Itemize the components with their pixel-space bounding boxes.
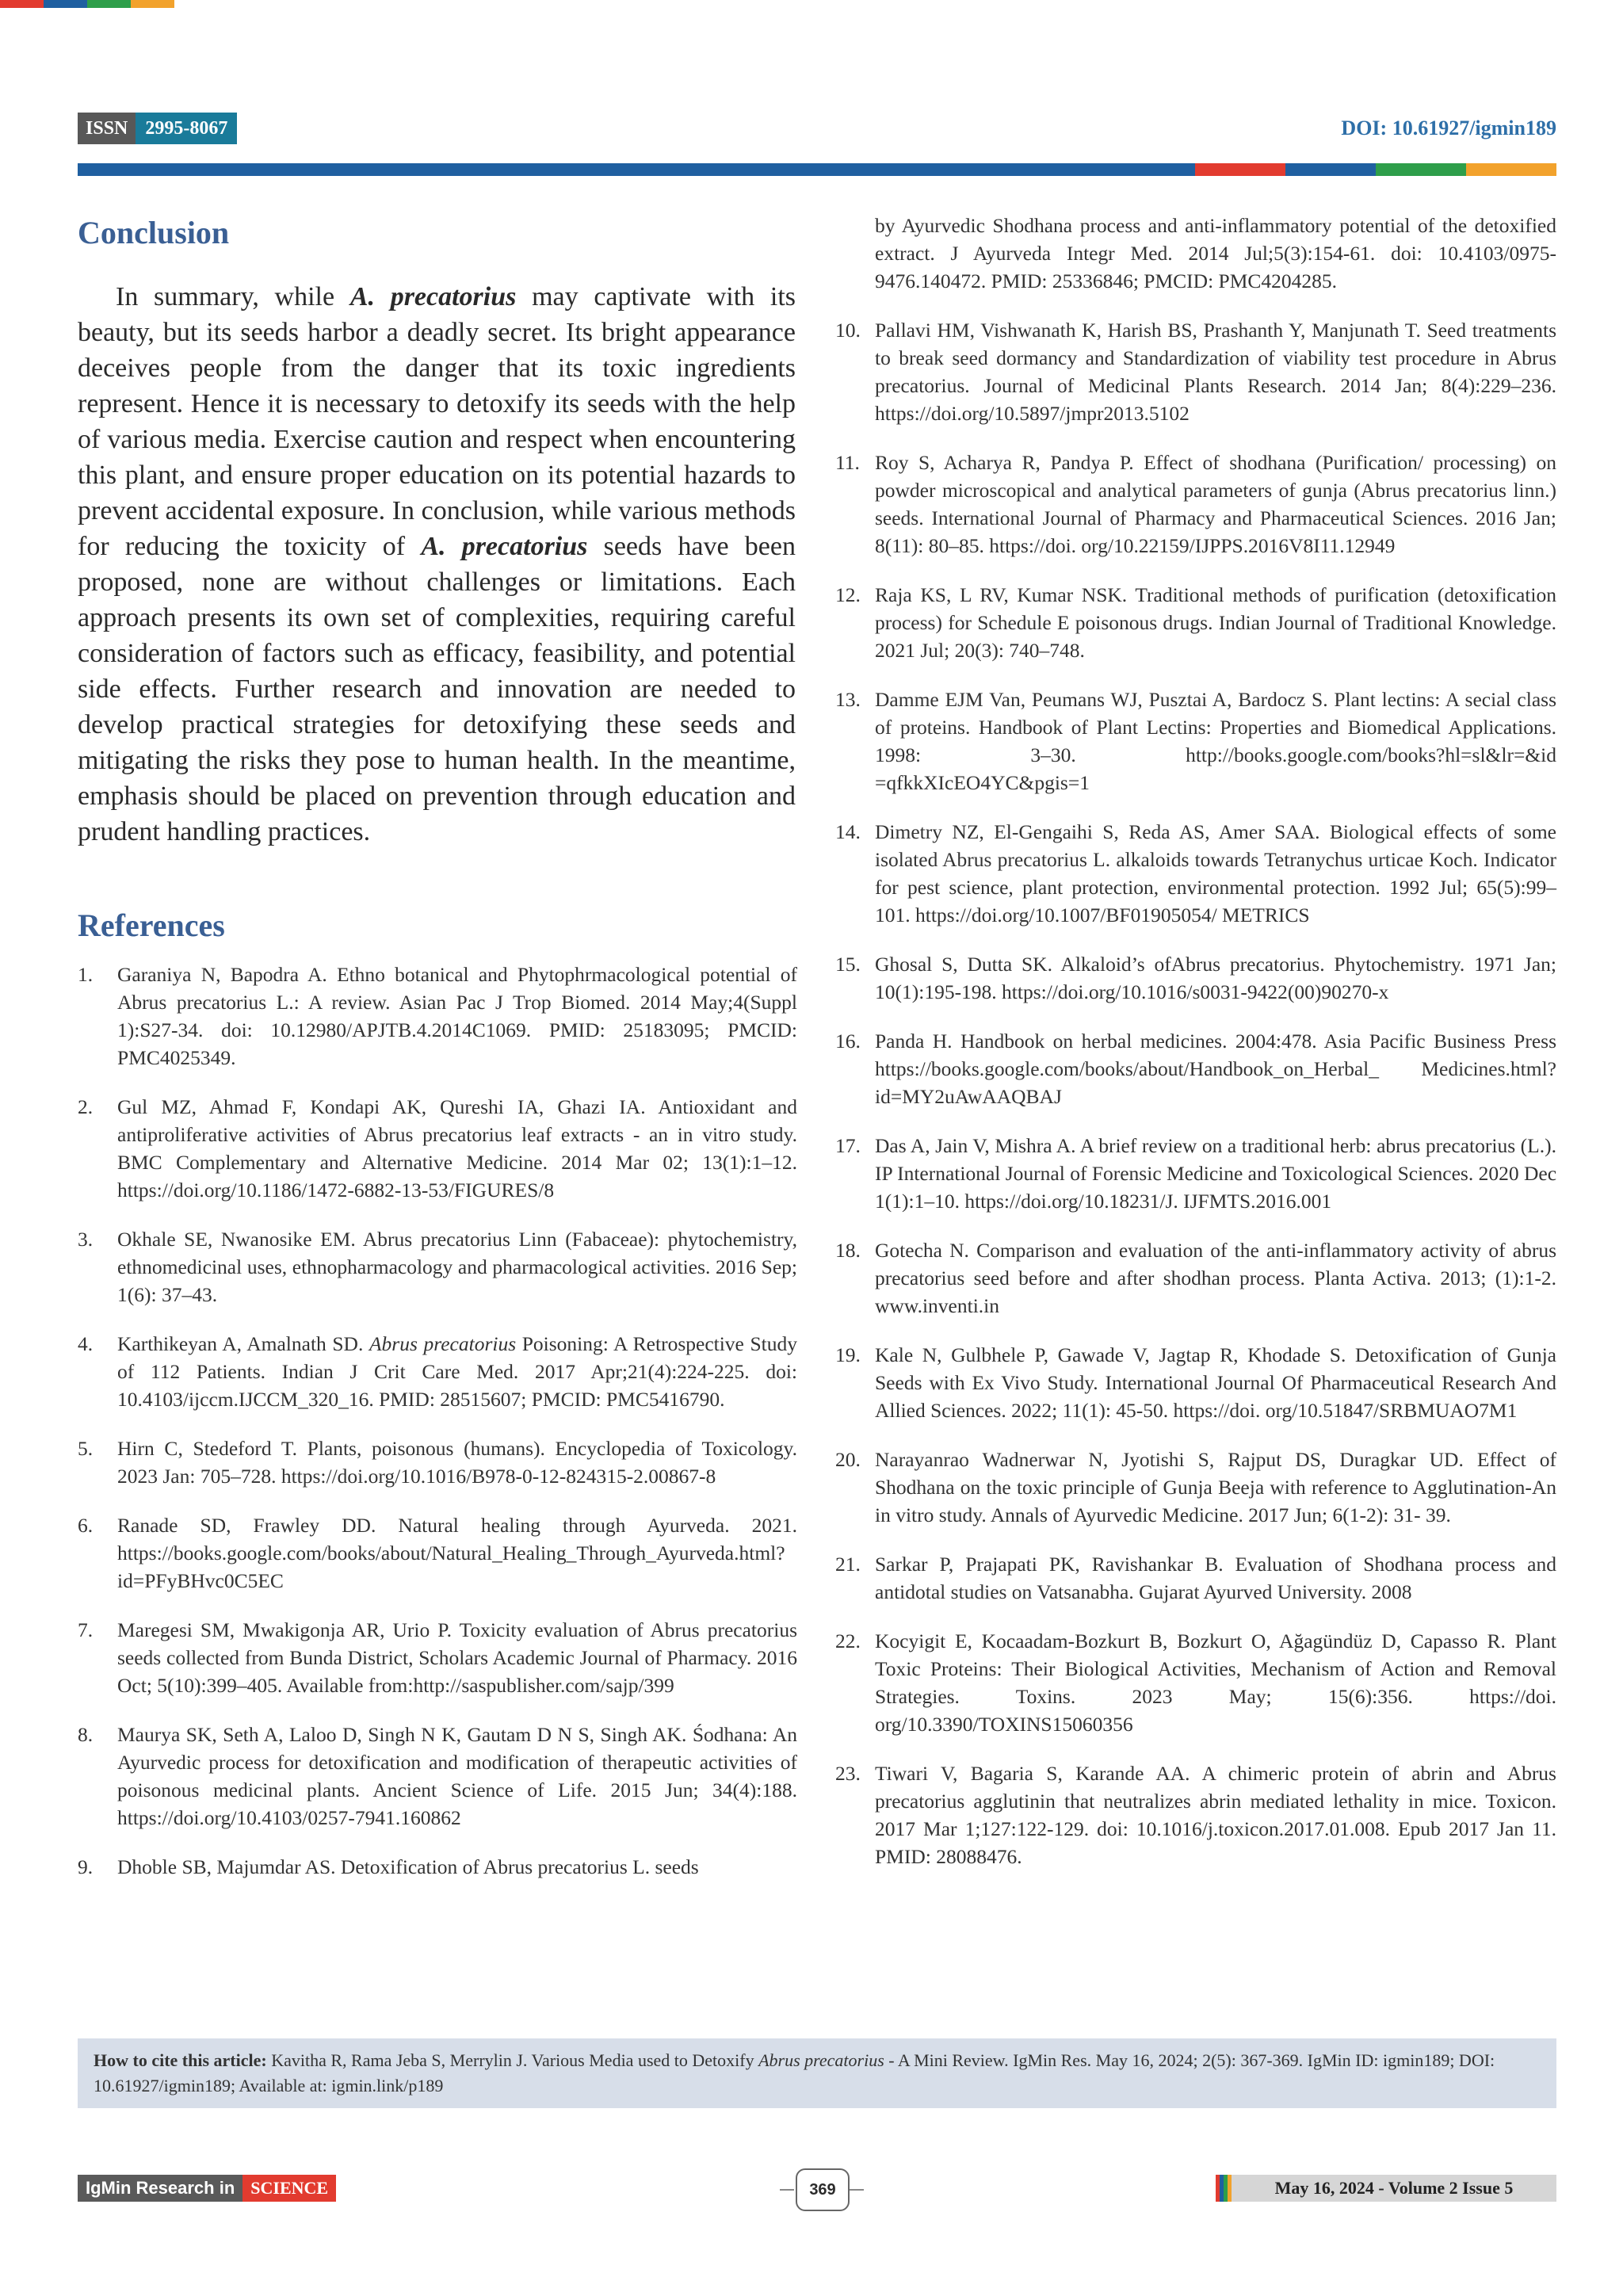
issn-value: 2995-8067 [136, 113, 237, 144]
reference-item: 10. Pallavi HM, Vishwanath K, Harish BS, Prashanth Y, Manjunath T. Seed treatments to break seed dormancy and Standardization of viability test procedure in Abrus precatorius. Journal of Medicinal Plants Research. 2014 Jan; 8(4):229–236. https://doi.org/10.5897/jmpr2013.5102 [835, 319, 1556, 425]
reference-item: 9. Dhoble SB, Majumdar AS. Detoxification of Abrus precatorius L. seeds [78, 1855, 699, 1878]
reference-item: 13. Damme EJM Van, Peumans WJ, Pusztai A, Bardocz S. Plant lectins: A secial class of proteins. Handbook of Plant Lectins: Properties and Biomedical Applications. 1998: 3–30. http://books.google.com/books?hl=sl&lr=&id =qfkkXIcEO4YC&pgis=1 [835, 688, 1556, 794]
reference-item: 22. Kocyigit E, Kocaadam-Bozkurt B, Bozkurt O, Ağagündüz D, Capasso R. Plant Toxic Proteins: Their Biological Activities, Mechanism of Action and Removal Strategies. Toxins. 2023 May; 15(6):356. https://doi. org/10.3390/TOXINS15060356 [835, 1629, 1556, 1736]
reference-continuation: by Ayurvedic Shodhana process and anti-inflammatory potential of the detoxified extract. J Ayurveda Integr Med. 2014 Jul;5(3):154-61. doi: 10.4103/0975-9476.140472. PMID: 25336846; PMCID: PMC4204285. [875, 214, 1556, 292]
reference-item: 19. Kale N, Gulbhele P, Gawade V, Jagtap R, Khodade S. Detoxification of Gunja Seeds with Ex Vivo Study. International Journal Of Pharmaceutical Research And Allied Sciences. 2022; 11(1): 45-50. https://doi. org/10.51847/SRBMUAO7M1 [835, 1343, 1556, 1422]
header-doi[interactable]: DOI: 10.61927/igmin189 [1341, 117, 1556, 139]
footer-journal: IgMin Research in [78, 2175, 242, 2202]
page-number: 369 [796, 2168, 850, 2211]
reference-item: 17. Das A, Jain V, Mishra A. A brief review on a traditional herb: abrus precatorius (L.). IP International Journal of Forensic Medicine and Toxicological Sciences. 2020 Dec 1(1):1–10. https://doi.org/10.18231/J. IJFMTS.2016.001 [835, 1134, 1557, 1213]
footer-field: SCIENCE [242, 2175, 336, 2202]
top-color-strip [0, 0, 174, 8]
reference-item: 20. Narayanrao Wadnerwar N, Jyotishi S, Rajput DS, Duragkar UD. Effect of Shodhana on the toxic principle of Gunja Beeja with reference to Agglutination-An in vitro study. Annals of Ayurvedic Medicine. 2017 Jun; 6(1-2): 31- 39. [835, 1448, 1556, 1526]
reference-item: 8. Maurya SK, Seth A, Laloo D, Singh N K, Gautam D N S, Singh AK. Śodhana: An Ayurvedic process for detoxification and modification of therapeutic activities of poisonous medicinal plants. Ancient Science of Life. 2015 Jun; 34(4):188. https://doi.org/10.4103/0257-7941.160862 [78, 1723, 797, 1829]
reference-list-left [78, 961, 797, 1902]
reference-item: 15. Ghosal S, Dutta SK. Alkaloid’s ofAbrus precatorius. Phytochemistry. 1971 Jan; 10(1):195-198. https://doi.org/10.1016/s0031-9422(00)90270-x [835, 953, 1556, 1003]
footer-date-issue: May 16, 2024 - Volume 2 Issue 5 [1232, 2175, 1556, 2202]
footer-journal-badge [78, 2175, 336, 2202]
page-line-left [780, 2189, 794, 2191]
issn-label: ISSN [78, 113, 136, 144]
reference-item: 3. Okhale SE, Nwanosike EM. Abrus precatorius Linn (Fabaceae): phytochemistry, ethnomedicinal uses, ethnopharmacology and pharmacological activities. 2016 Sep; 1(6): 37–43. [78, 1228, 797, 1306]
reference-item: 23. Tiwari V, Bagaria S, Karande AA. A chimeric protein of abrin and Abrus precatorius agglutinin that neutralizes abrin mediated lethality in mice. Toxicon. 2017 Mar 1;127:122-129. doi: 10.1016/j.toxicon.2017.01.008. Epub 2017 Jan 11. PMID: 28088476. [835, 1762, 1556, 1868]
reference-list-right [835, 212, 1556, 1892]
reference-item: 14. Dimetry NZ, El-Gengaihi S, Reda AS, Amer SAA. Biological effects of some isolated Abrus precatorius L. alkaloids towards Tetranychus urticae Koch. Indicator for pest science, plant protection, environmental protection. 1992 Jul; 65(5):99–101. https://doi.org/10.1007/BF01905054/ METRICS [835, 820, 1556, 926]
conclusion-paragraph: In summary, while A. precatorius may captivate with its beauty, but its seeds harbor a deadly secret. Its bright appearance deceives people from the danger that its toxic ingredients represent. Hence it is necessary to detoxify its seeds with the help of various media. Exercise caution and respect when encountering this plant, and ensure proper education on its potential hazards to prevent accidental exposure. In conclusion, while various methods for reducing the toxicity of A. precatorius seeds have been proposed, none are without challenges or limitations. Each approach presents its own set of complexities, requiring careful consideration of factors such as efficacy, feasibility, and potential side effects. Further research and innovation are needed to develop practical strategies for detoxifying these seeds and mitigating the risks they pose to human health. In the meantime, emphasis should be placed on prevention through education and prudent handling practices. [78, 282, 796, 846]
citation-label: How to cite this article: [94, 2050, 267, 2070]
reference-item: 6. Ranade SD, Frawley DD. Natural healing through Ayurveda. 2021. https://books.google.com/books/about/Natural_Healing_Through_Ayurveda.html?id=PFyBHvc0C5EC [78, 1514, 797, 1592]
references-heading: References [78, 907, 225, 943]
reference-item: 7. Maregesi SM, Mwakigonja AR, Urio P. Toxicity evaluation of Abrus precatorius seeds collected from Bunda District, Scholars Academic Journal of Pharmacy. 2016 Oct; 5(10):399–405. Available from:http://saspublisher.com/sajp/399 [78, 1618, 797, 1697]
reference-item: 5. Hirn C, Stedeford T. Plants, poisonous (humans). Encyclopedia of Toxicology. 2023 Jan: 705–728. https://doi.org/10.1016/B978-0-12-824315-2.00867-8 [78, 1437, 797, 1488]
footer-issue-badge [1216, 2175, 1556, 2202]
reference-item: 16. Panda H. Handbook on herbal medicines. 2004:478. Asia Pacific Business Press https://books.google.com/books/about/Handbook_on_Herbal_ Medicines.html?id=MY2uAwAAQBAJ [835, 1030, 1556, 1108]
reference-item: 12. Raja KS, L RV, Kumar NSK. Traditional methods of purification (detoxification process) for Schedule E poisonous drugs. Indian Journal of Traditional Knowledge. 2021 Jul; 20(3): 740–748. [835, 583, 1556, 662]
citation-box: How to cite this article: Kavitha R, Rama Jeba S, Merrylin J. Various Media used to Detoxify Abrus precatorius - A Mini Review. IgMin Res. May 16, 2024; 2(5): 367-369. IgMin ID: igmin189; DOI: 10.61927/igmin189; Available at: igmin.link/p189 [78, 2038, 1556, 2108]
header-rule [78, 163, 1556, 176]
issn-badge [78, 113, 237, 144]
reference-item: 2. Gul MZ, Ahmad F, Kondapi AK, Qureshi IA, Ghazi IA. Antioxidant and antiproliferative activities of Abrus precatorius leaf extracts - an in vitro study. BMC Complementary and Alternative Medicine. 2014 Mar 02; 13(1):1–12. https://doi.org/10.1186/1472-6882-13-53/FIGURES/8 [78, 1095, 797, 1201]
conclusion-heading: Conclusion [78, 215, 230, 250]
reference-item: 11. Roy S, Acharya R, Pandya P. Effect of shodhana (Purification/ processing) on powder microscopical and analytical parameters of gunja (Abrus precatorius linn.) seeds. International Journal of Pharmacy and Pharmaceutical Sciences. 2016 Jan; 8(11): 80–85. https://doi. org/10.22159/IJPPS.2016V8I11.12949 [835, 451, 1556, 557]
reference-item: 21. Sarkar P, Prajapati PK, Ravishankar B. Evaluation of Shodhana process and antidotal studies on Vatsanabha. Gujarat Ayurved University. 2008 [835, 1553, 1556, 1603]
reference-item: 18. Gotecha N. Comparison and evaluation of the anti-inflammatory activity of abrus precatorius seed before and after shodhan process. Planta Activa. 2013; (1):1-2. www.inventi.in [835, 1239, 1556, 1317]
page-line-right [850, 2189, 864, 2191]
reference-item: 4. Karthikeyan A, Amalnath SD. Abrus precatorius Poisoning: A Retrospective Study of 112 Patients. Indian J Crit Care Med. 2017 Apr;21(4):224-225. doi: 10.4103/ijccm.IJCCM_320_16. PMID: 28515607; PMCID: PMC5416790. [78, 1332, 797, 1411]
reference-item: 1. Garaniya N, Bapodra A. Ethno botanical and Phytophrmacological potential of Abrus precatorius L.: A review. Asian Pac J Trop Biomed. 2014 May;4(Suppl 1):S27-34. doi: 10.12980/APJTB.4.2014C1069. PMID: 25183095; PMCID: PMC4025349. [78, 963, 797, 1069]
